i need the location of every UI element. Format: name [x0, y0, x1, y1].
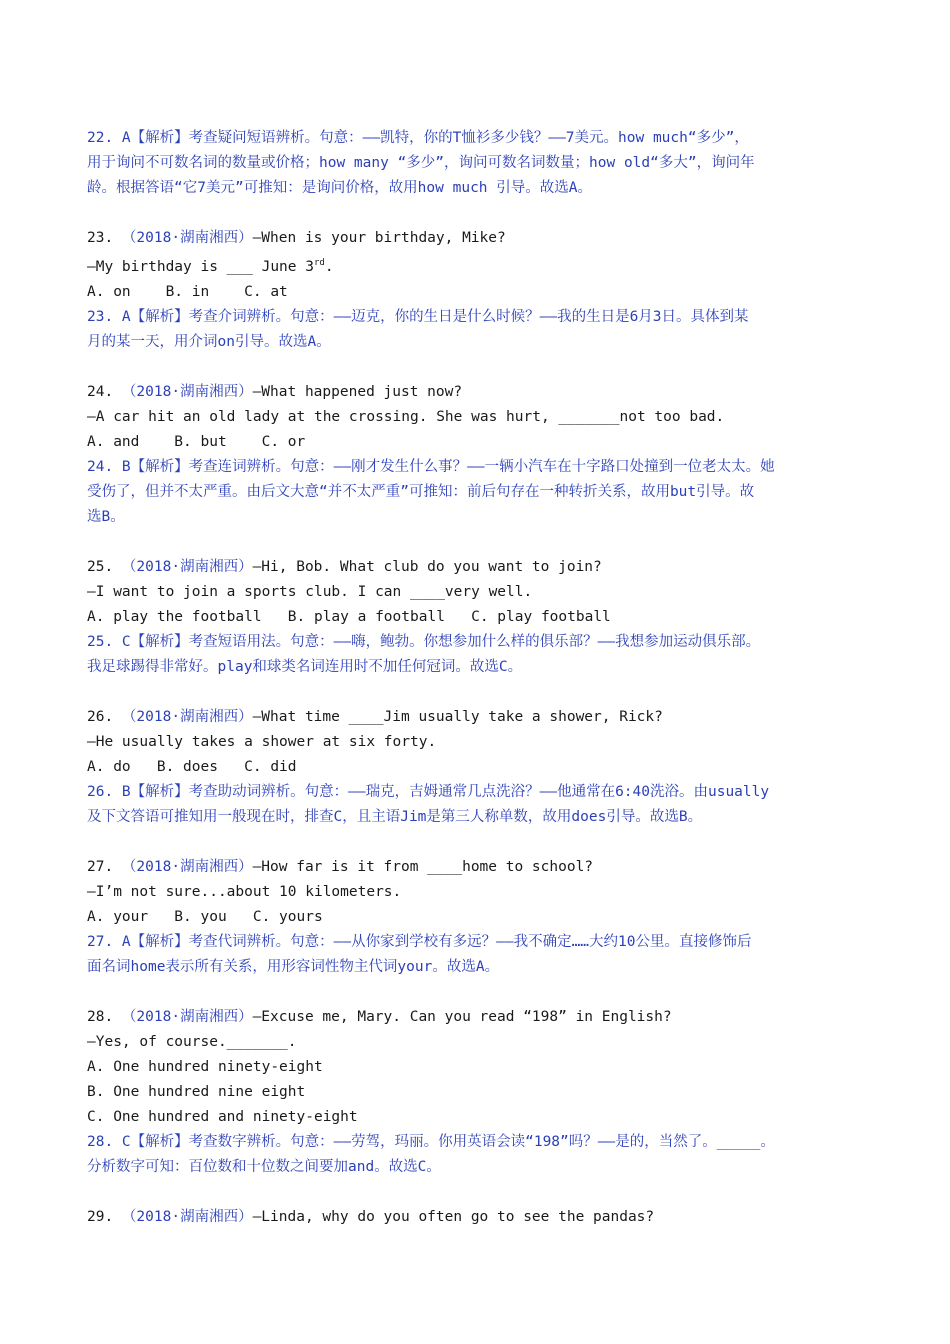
question-line: —Excuse me, Mary. Can you read “198” in English? [252, 1008, 672, 1025]
analysis-line: 及下文答语可推知用一般现在时，排查C，且主语Jim是第三人称单数，故用does引导。故选B。 [87, 808, 703, 825]
question-number: 29. [87, 1208, 122, 1225]
analysis-line: 22. A【解析】考查疑问短语辨析。句意：——凯特，你的T恤衫多少钱？——7美元。how much“多少”， [87, 130, 749, 146]
question-stem [87, 555, 877, 580]
question-line: —Linda, why do you often go to see the pandas? [252, 1208, 655, 1225]
question-27 [87, 855, 877, 980]
question-25 [87, 555, 877, 680]
question-line: —Hi, Bob. What club do you want to join? [252, 558, 602, 575]
question-stem [87, 1205, 877, 1230]
question-text-end: . [324, 258, 334, 275]
answer-options: A. and B. but C. or [87, 433, 306, 450]
question-number: 23. [87, 230, 122, 246]
question-22 [87, 126, 877, 201]
analysis-line: 龄。根据答语“它7美元”可推知：是询问价格，故用how much 引导。故选A。 [87, 180, 592, 196]
answer-options: A. on B. in C. at [87, 283, 288, 300]
question-line: —He usually takes a shower at six forty. [87, 733, 437, 750]
question-stem [87, 226, 877, 251]
question-stem [87, 855, 877, 880]
question-line: —What happened just now? [252, 383, 463, 400]
question-stem [87, 1005, 877, 1030]
answer-option-a: A. One hundred ninety-eight [87, 1058, 323, 1075]
question-line: —A car hit an old lady at the crossing. She was hurt, _______not too bad. [87, 408, 725, 425]
question-26 [87, 705, 877, 830]
question-number: 26. [87, 708, 122, 725]
analysis-line: 面名词home表示所有关系，用形容词性物主代词your。故选A。 [87, 958, 500, 975]
analysis-line: 选B。 [87, 508, 125, 525]
answer-option-c: C. One hundred and ninety-eight [87, 1108, 358, 1125]
analysis-line: 24. B【解析】考查连词辨析。句意：——刚才发生什么事？——一辆小汽车在十字路口处撞到一位老太太。她 [87, 458, 775, 475]
answer-options: A. play the football B. play a football C. play football [87, 608, 611, 625]
analysis-line: 月的某一天，用介词on引导。故选A。 [87, 333, 331, 350]
question-23 [87, 226, 877, 355]
question-number: 25. [87, 558, 122, 575]
question-stem [87, 380, 877, 405]
question-source: （2018·湖南湘西） [121, 1008, 253, 1025]
question-source: （2018·湖南湘西） [121, 383, 253, 400]
analysis-line: 27. A【解析】考查代词辨析。句意：——从你家到学校有多远？——我不确定……大约10公里。直接修饰后 [87, 933, 752, 950]
ordinal-suffix: rd [313, 258, 325, 268]
analysis-line: 分析数字可知：百位数和十位数之间要加and。故选C。 [87, 1158, 441, 1175]
document-page [87, 126, 877, 1255]
question-text: —My birthday is ___ June 3 [87, 258, 314, 275]
question-number: 24. [87, 383, 122, 400]
analysis-line: 23. A【解析】考查介词辨析。句意：——迈克，你的生日是什么时候？——我的生日是6月3日。具体到某 [87, 308, 749, 325]
question-source: （2018·湖南湘西） [121, 558, 253, 575]
question-line [87, 251, 877, 280]
question-line: —What time ____Jim usually take a shower, Rick? [252, 708, 663, 725]
question-line: —I’m not sure...about 10 kilometers. [87, 883, 402, 900]
question-line: —When is your birthday, Mike? [252, 230, 506, 246]
analysis-line: 受伤了，但并不太严重。由后文大意“并不太严重”可推知：前后句存在一种转折关系，故用but引导。故 [87, 483, 755, 500]
answer-options: A. your B. you C. yours [87, 908, 323, 925]
question-source: （2018·湖南湘西） [121, 1208, 253, 1225]
analysis-line: 26. B【解析】考查助动词辨析。句意：——瑞克，吉姆通常几点洗浴？——他通常在6:40洗浴。由usually [87, 783, 770, 800]
question-line: —Yes, of course._______. [87, 1033, 297, 1050]
question-number: 28. [87, 1008, 122, 1025]
answer-option-b: B. One hundred nine eight [87, 1083, 306, 1100]
question-stem [87, 705, 877, 730]
question-24 [87, 380, 877, 530]
question-28 [87, 1005, 877, 1180]
question-29 [87, 1205, 877, 1230]
question-line: —How far is it from ____home to school? [252, 858, 594, 875]
answer-options: A. do B. does C. did [87, 758, 297, 775]
question-line: —I want to join a sports club. I can ____very well. [87, 583, 533, 600]
analysis-line: 我足球踢得非常好。play和球类名词连用时不加任何冠词。故选C。 [87, 658, 523, 675]
analysis-line: 用于询问不可数名词的数量或价格；how many “多少”，询问可数名词数量；how old“多大”，询问年 [87, 155, 755, 171]
analysis-line: 25. C【解析】考查短语用法。句意：——嗨，鲍勃。你想参加什么样的俱乐部？——我想参加运动俱乐部。 [87, 633, 761, 650]
question-source: （2018·湖南湘西） [121, 708, 253, 725]
question-source: （2018·湖南湘西） [121, 858, 253, 875]
question-number: 27. [87, 858, 122, 875]
analysis-line: 28. C【解析】考查数字辨析。句意：——劳驾，玛丽。你用英语会读“198”吗？——是的，当然了。_____。 [87, 1133, 775, 1150]
question-source: （2018·湖南湘西） [121, 230, 253, 246]
